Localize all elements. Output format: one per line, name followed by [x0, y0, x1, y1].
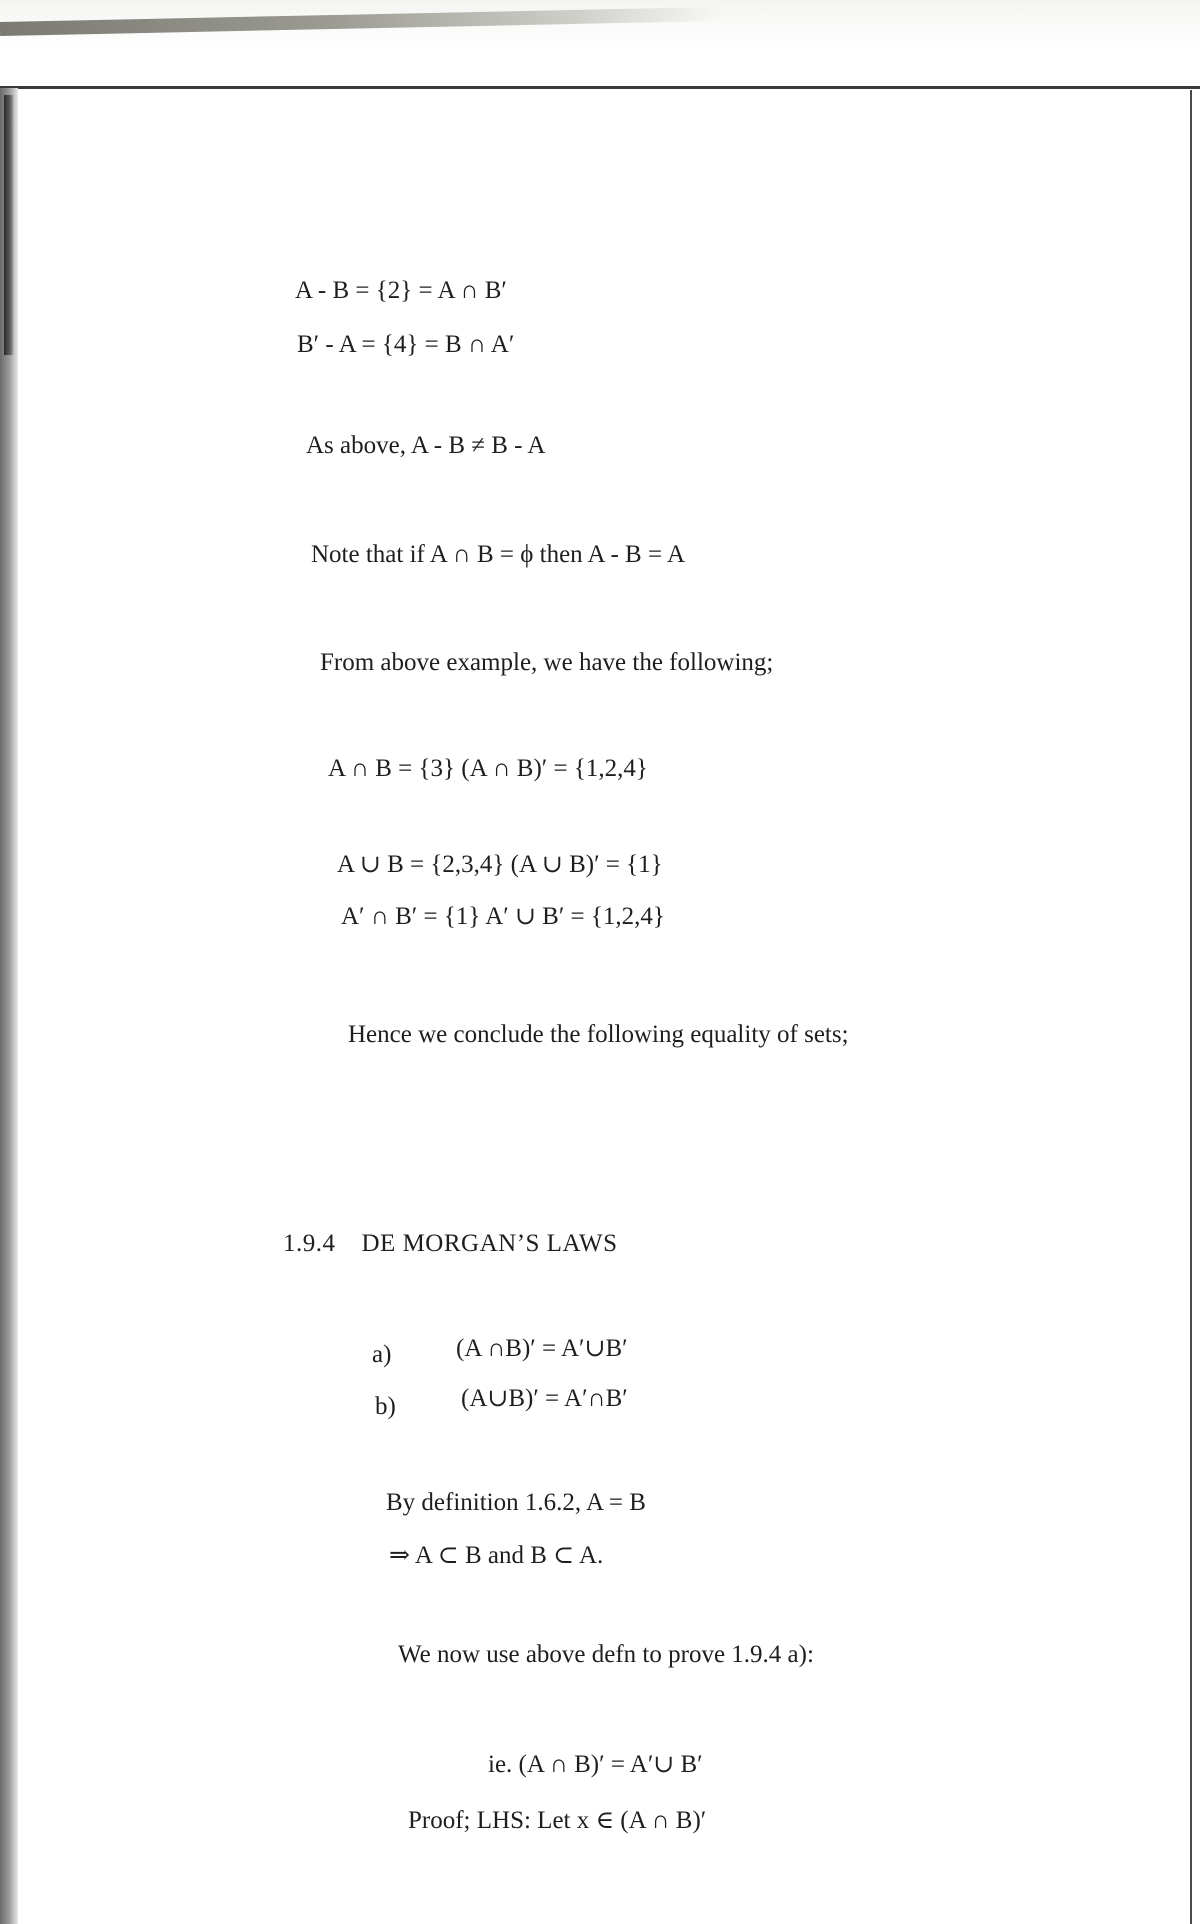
equation-b-minus-a: B′ - A = {4} = B ∩ A′ [297, 331, 515, 358]
text-as-above: As above, A - B ≠ B - A [306, 432, 546, 459]
definition-line-1: By definition 1.6.2, A = B [386, 1489, 646, 1516]
page-right-edge [1190, 90, 1192, 1924]
section-heading [283, 1231, 618, 1256]
page-top-edge [0, 86, 1200, 89]
law-a-text: (A ∩B)′ = A′∪B′ [456, 1335, 628, 1362]
definition-line-2: ⇒ A ⊂ B and B ⊂ A. [389, 1542, 604, 1569]
law-b-text: (A∪B)′ = A′∩B′ [461, 1385, 628, 1412]
section-number: 1.9.4 [283, 1230, 336, 1257]
equation-union: A ∪ B = {2,3,4} (A ∪ B)′ = {1} [337, 851, 663, 878]
scan-left-edge [0, 88, 18, 1924]
equation-intersection: A ∩ B = {3} (A ∩ B)′ = {1,2,4} [328, 755, 648, 782]
equation-complements: A′ ∩ B′ = {1} A′ ∪ B′ = {1,2,4} [341, 903, 665, 930]
law-a-label: a) [372, 1341, 392, 1368]
text-from-above: From above example, we have the following; [320, 649, 774, 676]
text-hence: Hence we conclude the following equality of sets; [348, 1021, 849, 1048]
equation-a-minus-b: A - B = {2} = A ∩ B′ [295, 277, 507, 304]
proof-intro: We now use above defn to prove 1.9.4 a): [398, 1641, 814, 1668]
proof-start: Proof; LHS: Let x ∈ (A ∩ B)′ [408, 1807, 707, 1834]
law-b-label: b) [375, 1393, 396, 1420]
text-note: Note that if A ∩ B = ϕ then A - B = A [311, 541, 685, 568]
section-title: DE MORGAN’S LAWS [361, 1230, 618, 1257]
scan-left-edge-dark [4, 95, 14, 355]
proof-ie: ie. (A ∩ B)′ = A′∪ B′ [488, 1751, 703, 1778]
